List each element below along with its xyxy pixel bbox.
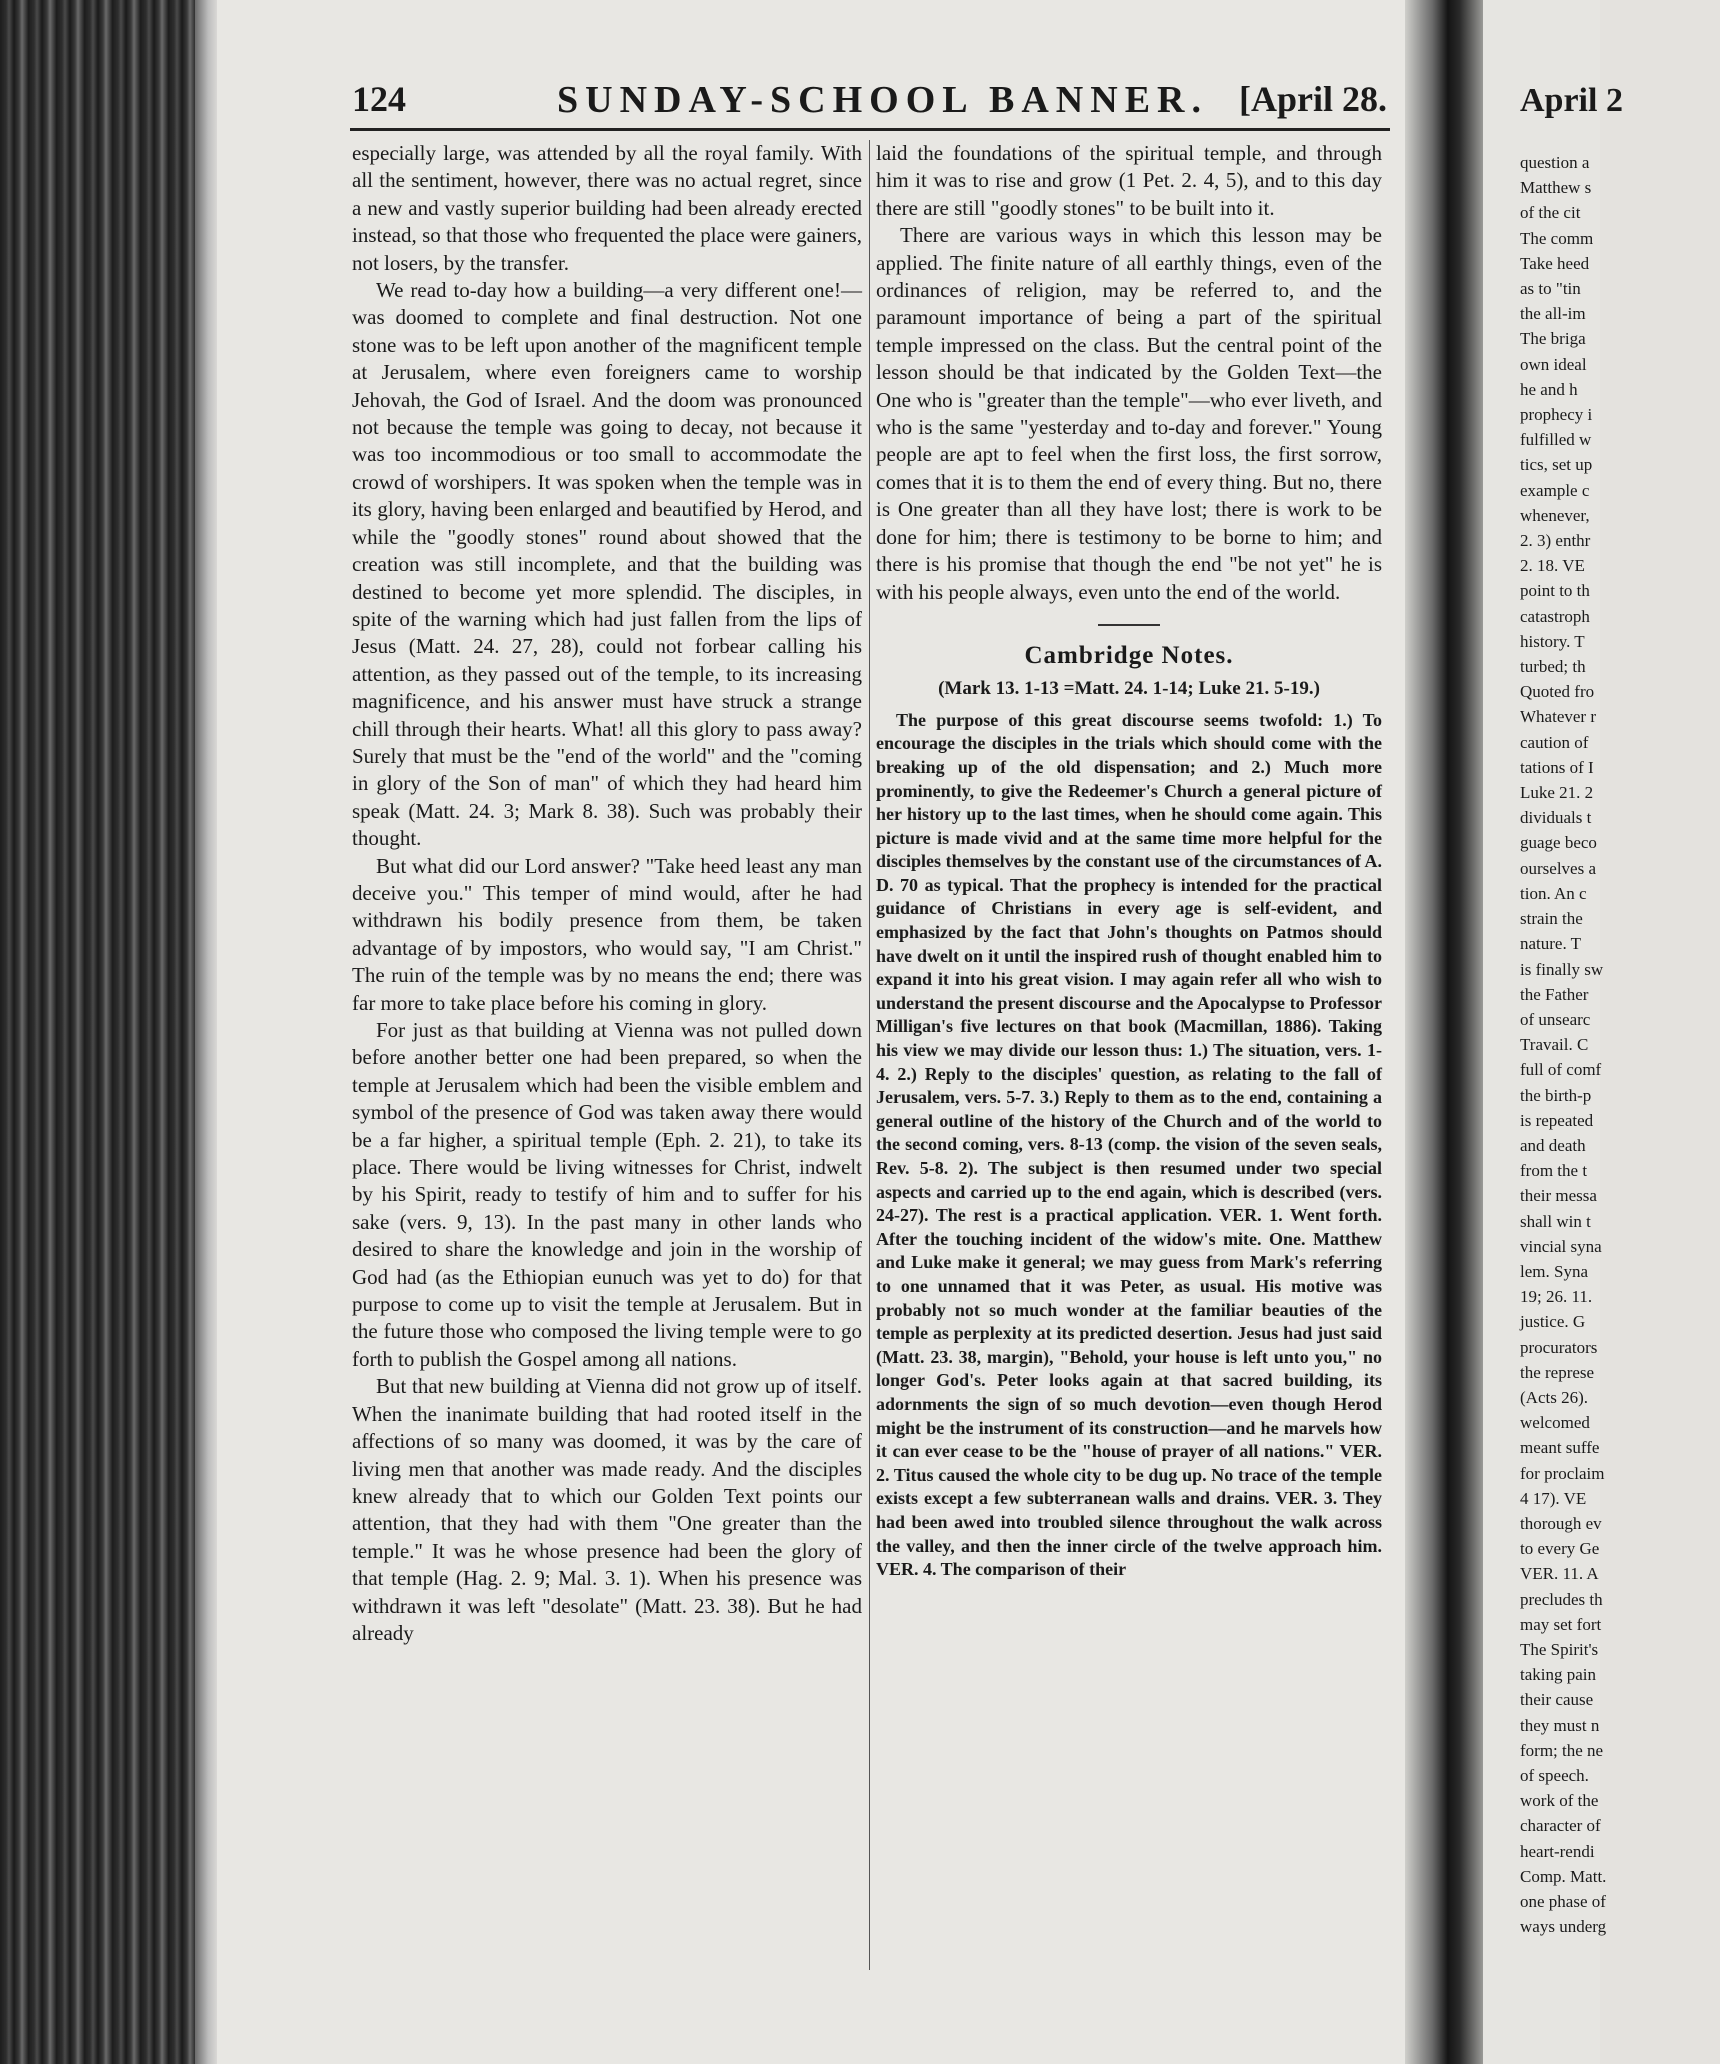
header-rule	[350, 128, 1390, 131]
facing-page-line: question a	[1520, 153, 1590, 172]
facing-page-line: ways underg	[1520, 1917, 1607, 1937]
facing-page-line: (Acts 26).	[1520, 1387, 1588, 1407]
page-header	[352, 78, 1387, 128]
facing-page-line: catastroph	[1520, 606, 1590, 626]
facing-page-line: shall win t	[1520, 1211, 1591, 1231]
facing-page-line: one phase of	[1520, 1892, 1606, 1912]
facing-page-line: whenever,	[1520, 505, 1590, 525]
column-divider	[869, 140, 870, 1970]
facing-page-line: meant suffe	[1520, 1438, 1600, 1458]
facing-page-line: for proclaim	[1520, 1463, 1605, 1483]
facing-page-line: vincial syna	[1520, 1236, 1602, 1256]
facing-page-line: their cause	[1520, 1690, 1594, 1710]
paragraph: But what did our Lord answer? "Take heed least any man deceive you." This temper of mind would, after he had withdrawn his bodily presence from them, be taken advantage of by impostors, who would say, "I am Christ." The ruin of the temple was by no means the end; there was far more to take place before his coming in glory.	[352, 853, 862, 1015]
facing-page-line: prophecy i	[1520, 405, 1593, 425]
paragraph: There are various ways in which this lesson may be applied. The finite nature of all earthly things, even of the ordinances of religion, may be referred to, and the paramount importance of being a part of the spiritual temple impressed on the class. But the central point of the lesson should be that indicated by the Golden Text—the One who is "greater than the temple"—who ever liveth, and who is the same "yesterday and to-day and forever." Young people are apt to feel when the first loss, the first sorrow, comes that it is to them the end of every thing. But no, there is One greater than all they have lost; there is work to be done for him; there is testimony to be borne to him; and there is his promise that though the end "be not yet" he is with his people always, even unto the end of the world.	[876, 223, 1382, 604]
facing-page-line: character of	[1520, 1816, 1601, 1836]
facing-page-line: taking pain	[1520, 1665, 1597, 1685]
facing-page-line: example c	[1520, 480, 1590, 500]
paragraph: laid the foundations of the spiritual temple, and through him it was to rise and grow (1 Pet. 2. 4, 5), and to this day there are still "goodly stones" to be built into it.	[876, 141, 1382, 220]
facing-page-line: precludes th	[1520, 1589, 1603, 1609]
facing-page-line: their messa	[1520, 1186, 1597, 1206]
cambridge-notes	[876, 709, 1382, 1582]
section-title: Cambridge Notes.	[1024, 641, 1234, 669]
facing-page-line: The briga	[1520, 329, 1586, 349]
facing-page-line: to every Ge	[1520, 1539, 1600, 1559]
facing-page-line: of speech.	[1520, 1766, 1589, 1785]
facing-page-line: the Father	[1520, 984, 1589, 1004]
facing-page-line: tion. An c	[1520, 883, 1587, 903]
facing-page-line: dividuals t	[1520, 808, 1592, 828]
facing-page-line: work of the	[1520, 1791, 1599, 1811]
facing-page-line: 19; 26. 11.	[1520, 1287, 1593, 1307]
facing-page-line: Comp. Matt.	[1520, 1866, 1607, 1886]
facing-page-line: the all-im	[1520, 304, 1586, 324]
running-title: SUNDAY-SCHOOL BANNER.	[557, 79, 1208, 121]
facing-page-line: form; the ne	[1520, 1740, 1604, 1760]
facing-page-line: nature. T	[1520, 934, 1582, 954]
facing-page-line: Quoted fro	[1520, 682, 1595, 702]
facing-page-line: Travail. C	[1520, 1035, 1589, 1055]
facing-page-line: the represe	[1520, 1362, 1595, 1382]
facing-page-line: Luke 21. 2	[1520, 783, 1594, 803]
facing-page-line: of the cit	[1520, 203, 1581, 223]
right-column	[876, 140, 1382, 1582]
facing-page-line: strain the	[1520, 909, 1583, 929]
section-divider	[1098, 624, 1160, 626]
facing-page-line: may set fort	[1520, 1614, 1602, 1634]
facing-page-line: 2. 18. VE	[1520, 556, 1585, 576]
section-reference: (Mark 13. 1-13 =Matt. 24. 1-14; Luke 21. 5-19.)	[938, 678, 1320, 700]
facing-page-line: fulfilled w	[1520, 430, 1592, 450]
facing-page-header: April 2	[1520, 82, 1623, 119]
facing-page-line: history. T	[1520, 631, 1585, 651]
facing-page-line: turbed; th	[1520, 657, 1586, 677]
facing-page-line: thorough ev	[1520, 1513, 1602, 1533]
facing-page-line: full of comf	[1520, 1060, 1602, 1080]
facing-page-line: ourselves a	[1520, 858, 1597, 878]
paragraph: But that new building at Vienna did not grow up of itself. When the inanimate building that had rooted itself in the affections of so many was doomed, it was by the care of living men that another was made ready. And the disciples knew already that to which our Golden Text points our attention, that they had with them "One greater than the temple." It was he whose presence had been the glory of that temple (Hag. 2. 9; Mal. 3. 1). When his presence was withdrawn it was left "desolate" (Matt. 23. 38). But he had already	[352, 1374, 862, 1645]
facing-page-line: point to th	[1520, 581, 1590, 601]
page-edge	[195, 0, 217, 2064]
facing-page-line: 4 17). VE	[1520, 1488, 1587, 1508]
facing-page-line: is finally sw	[1520, 959, 1604, 979]
facing-page-line: procurators	[1520, 1337, 1598, 1357]
facing-page-line: welcomed	[1520, 1413, 1590, 1433]
facing-page-line: from the t	[1520, 1161, 1588, 1181]
facing-page-line: they must n	[1520, 1715, 1600, 1735]
facing-page-line: VER. 11. A	[1520, 1564, 1599, 1584]
paragraph: We read to-day how a building—a very different one!—was doomed to complete and final destruction. Not one stone was to be left upon another of the magnificent temple at Jerusalem, where even foreigners came to worship Jehovah, the God of Israel. And the doom was pronounced not because the temple was going to decay, not because it was too incommodious or too small to accommodate the crowd of worshipers. It was spoken when the temple was in its glory, having been enlarged and beautified by Herod, and while the "goodly stones" round about showed that the creation was still incomplete, and that the building was destined to become yet more splendid. The disciples, in spite of the warning which had just fallen from the lips of Jesus (Matt. 24. 27, 28), could not forbear calling his attention, as they passed out of the temple, to its increasing magnificence, and his answer must have struck a strange chill through their hearts. What! all this glory to pass away? Surely that must be the "end of the world" and the "coming in glory of the Son of man" of which they had heard him speak (Matt. 24. 3; Mark 8. 38). Such was probably their thought.	[352, 278, 862, 851]
facing-page-line: of unsearc	[1520, 1009, 1591, 1029]
facing-page-line: is repeated	[1520, 1110, 1594, 1130]
facing-page-line: Matthew s	[1520, 178, 1592, 198]
book-binding	[0, 0, 205, 2064]
left-column	[352, 140, 862, 1647]
paragraph: especially large, was attended by all the royal family. With all the sentiment, however, there was no actual regret, since a new and vastly superior building had been already erected instead, so that those who frequented the place were gainers, not losers, by the transfer.	[352, 141, 862, 275]
facing-page-line: caution of	[1520, 732, 1589, 752]
notes-text: The purpose of this great discourse seems twofold: 1.) To encourage the disciples in the trials which should come with the breaking up of the old dispensation; and 2.) Much more prominently, to give the Redeemer's Church a general picture of her history up to the last times, when he should come again. This picture is made vivid and at the same time more helpful for the disciples themselves by the constant use of the circumstances of A. D. 70 as typical. That the prophecy is intended for the practical guidance of Christians in every age is self-evident, and emphasized by the fact that John's thoughts on Patmos should have dwelt on it until the inspired rush of thought enabled him to expand it into his great vision. I may again refer all who wish to understand the present discourse and the Apocalypse to Professor Milligan's five lectures on that book (Macmillan, 1886). Taking his view we may divide our lesson thus: 1.) The situation, vers. 1-4. 2.) Reply to the disciples' question, as relating to the fall of Jerusalem, vers. 5-7. 3.) Reply to them as to the end, containing a general outline of the history of the Church and of the world to the second coming, vers. 8-13 (comp. the vision of the seven seals, Rev. 5-8. 2). The subject is then resumed under two special aspects and carried up to the end again, which is described (vers. 24-27). The rest is a practical application. VER. 1. Went forth. After the touching incident of the widow's mite. One. Matthew and Luke make it general; we may guess from Mark's referring to one unnamed that it was Peter, as usual. His motive was probably not so much wonder at the familiar beauties of the temple as perplexity at its predicted desertion. Jesus had just said (Matt. 23. 38, margin), "Behold, your house is left unto you," no longer God's. Peter looks again at that sacred building, its adornments the sign of so much devotion—even though Herod might be the instrument of its construction—and he marvels how it can ever cease to be the "house of prayer of all nations." VER. 2. Titus caused the whole city to be dug up. No trace of the temple exists except a few subterranean walls and drains. VER. 3. They had been awed into troubled silence throughout the walk across the valley, and then the inner circle of the twelve approach him. VER. 4. The comparison of their	[876, 709, 1382, 1580]
facing-page-line: the birth-p	[1520, 1085, 1592, 1105]
facing-page-line: Take heed	[1520, 253, 1590, 273]
facing-page-line: own ideal	[1520, 354, 1587, 374]
paragraph: For just as that building at Vienna was not pulled down before another better one had been prepared, so when the temple at Jerusalem which had been the visible emblem and symbol of the presence of God was taken away there would be a far higher, a spiritual temple (Eph. 2. 21), to take its place. There would be living witnesses for Christ, indwelt by his Spirit, ready to testify of him and to suffer for his sake (vers. 9, 13). In the past many in other lands who desired to share the knowledge and join in the worship of God had (as the Ethiopian eunuch was yet to do) for that purpose to come up to visit the temple at Jerusalem. But in the future those who composed the living temple were to go forth to publish the Gospel among all nations.	[352, 1018, 862, 1371]
facing-page-line: he and h	[1520, 379, 1578, 399]
facing-page-line: heart-rendi	[1520, 1841, 1595, 1861]
facing-page-line: Whatever r	[1520, 707, 1596, 727]
facing-page-line: 2. 3) enthr	[1520, 531, 1591, 551]
facing-page-text	[1520, 150, 1720, 1939]
facing-page-line: justice. G	[1520, 1312, 1586, 1332]
page-number: 124	[352, 79, 406, 119]
facing-page-line: The comm	[1520, 228, 1594, 248]
facing-page-line: tics, set up	[1520, 455, 1593, 475]
facing-page-line: tations of I	[1520, 757, 1594, 777]
issue-date: [April 28.	[1239, 79, 1387, 119]
facing-page-line: as to "tin	[1520, 279, 1581, 299]
book-gutter	[1405, 0, 1483, 2064]
facing-page-line: lem. Syna	[1520, 1261, 1588, 1281]
facing-page-line: and death	[1520, 1135, 1586, 1155]
facing-page-line: guage beco	[1520, 833, 1597, 853]
facing-page-line: The Spirit's	[1520, 1639, 1599, 1659]
